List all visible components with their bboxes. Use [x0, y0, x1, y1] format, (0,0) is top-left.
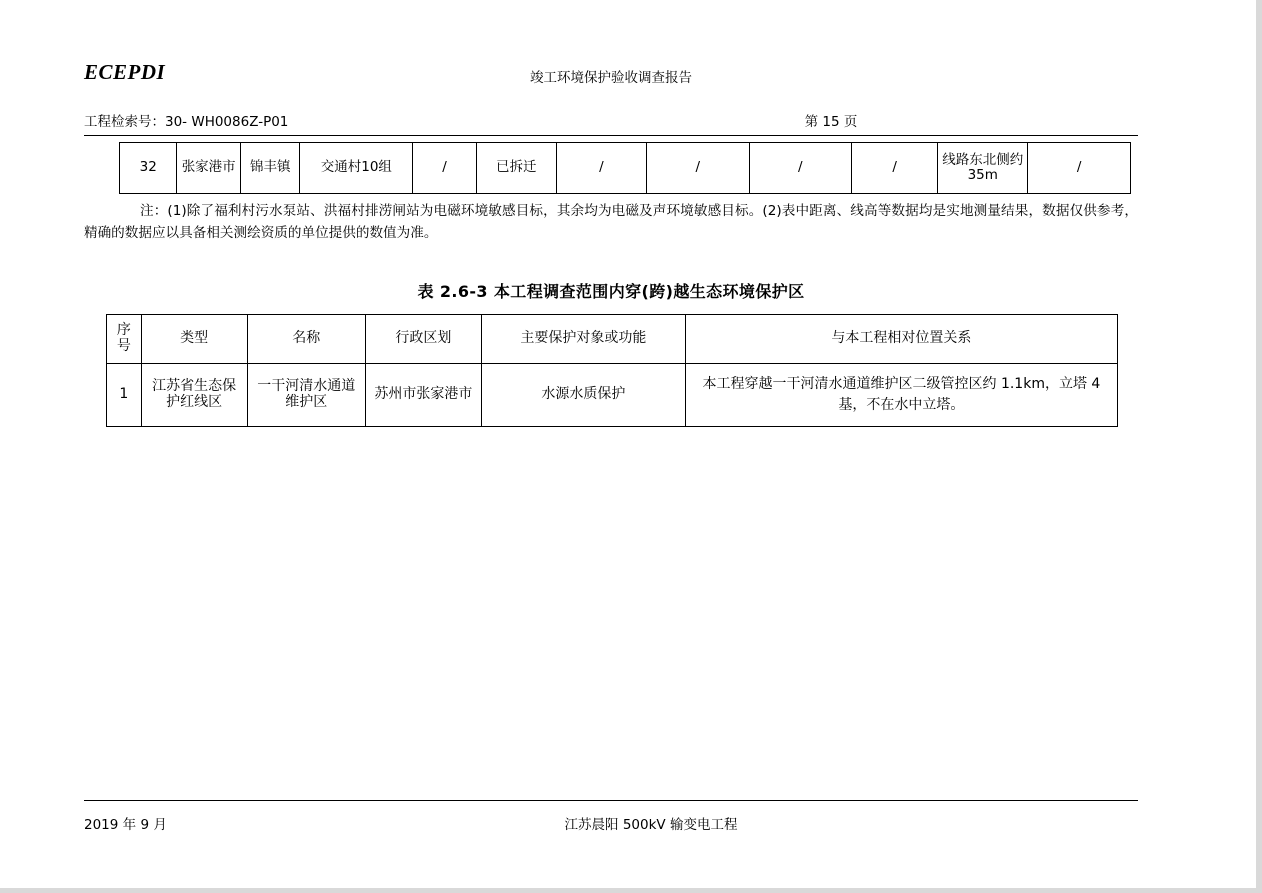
header-object: 主要保护对象或功能: [482, 314, 686, 363]
table-row: [107, 363, 1118, 426]
cell-village: 交通村10组: [300, 143, 413, 194]
page-header: [84, 60, 1138, 100]
cell-relation: 本工程穿越一干河清水通道维护区二级管控区约 1.1km，立塔 4 基，不在水中立塔。: [685, 363, 1117, 426]
cell-city: 张家港市: [177, 143, 241, 194]
header-region: 行政区划: [365, 314, 481, 363]
header-subline: [84, 110, 1138, 132]
cell-position: 线路东北侧约35m: [938, 143, 1028, 194]
cell-col10: /: [852, 143, 938, 194]
note-prefix: 注：: [140, 203, 168, 219]
header-divider: [84, 135, 1138, 136]
cell-object: 水源水质保护: [482, 363, 686, 426]
eco-protection-table: [106, 314, 1118, 427]
cell-col8: /: [646, 143, 749, 194]
header-type: 类型: [141, 314, 247, 363]
cell-col5: /: [413, 143, 477, 194]
page-content: [84, 0, 1138, 427]
header-name: 名称: [247, 314, 365, 363]
document-title: 竣工环境保护验收调查报告: [530, 70, 692, 86]
footer-divider: [84, 800, 1138, 801]
page-number: 第 15 页: [804, 114, 858, 130]
header-no: 序号: [107, 314, 142, 363]
cell-region: 苏州市张家港市: [365, 363, 481, 426]
page-edge-bottom: [0, 888, 1262, 893]
table-header-row: [107, 314, 1118, 363]
footer-date: 2019 年 9 月: [84, 817, 167, 833]
cell-no: 1: [107, 363, 142, 426]
cell-col9: /: [749, 143, 852, 194]
company-logo: ECEPDI: [84, 60, 166, 84]
cell-type: 江苏省生态保护红线区: [141, 363, 247, 426]
continued-table: [119, 142, 1131, 194]
footer-project-name: 江苏晨阳 500kV 输变电工程: [564, 817, 738, 833]
table-row: [120, 143, 1131, 194]
cell-col12: /: [1028, 143, 1131, 194]
cell-serial: 32: [120, 143, 177, 194]
cell-town: 锦丰镇: [240, 143, 299, 194]
project-index-number: 工程检索号：30- WH0086Z-P01: [84, 114, 289, 130]
header-relation: 与本工程相对位置关系: [685, 314, 1117, 363]
cell-col7: /: [556, 143, 646, 194]
note-text: (1)除了福利村污水泵站、洪福村排涝闸站为电磁环境敏感目标，其余均为电磁及声环境敏感目标。(2)表中距离、线高等数据均是实地测量结果，数据仅供参考，精确的数据应以具备相关测绘资质的单位提供的数值为准。: [84, 203, 1139, 242]
table-note: [84, 200, 1138, 245]
cell-name: 一干河清水通道维护区: [247, 363, 365, 426]
page-footer: [84, 800, 1138, 839]
page-edge-right: [1256, 0, 1262, 893]
cell-status: 已拆迁: [476, 143, 556, 194]
eco-table-caption: 表 2.6-3 本工程调查范围内穿(跨)越生态环境保护区: [417, 281, 805, 301]
